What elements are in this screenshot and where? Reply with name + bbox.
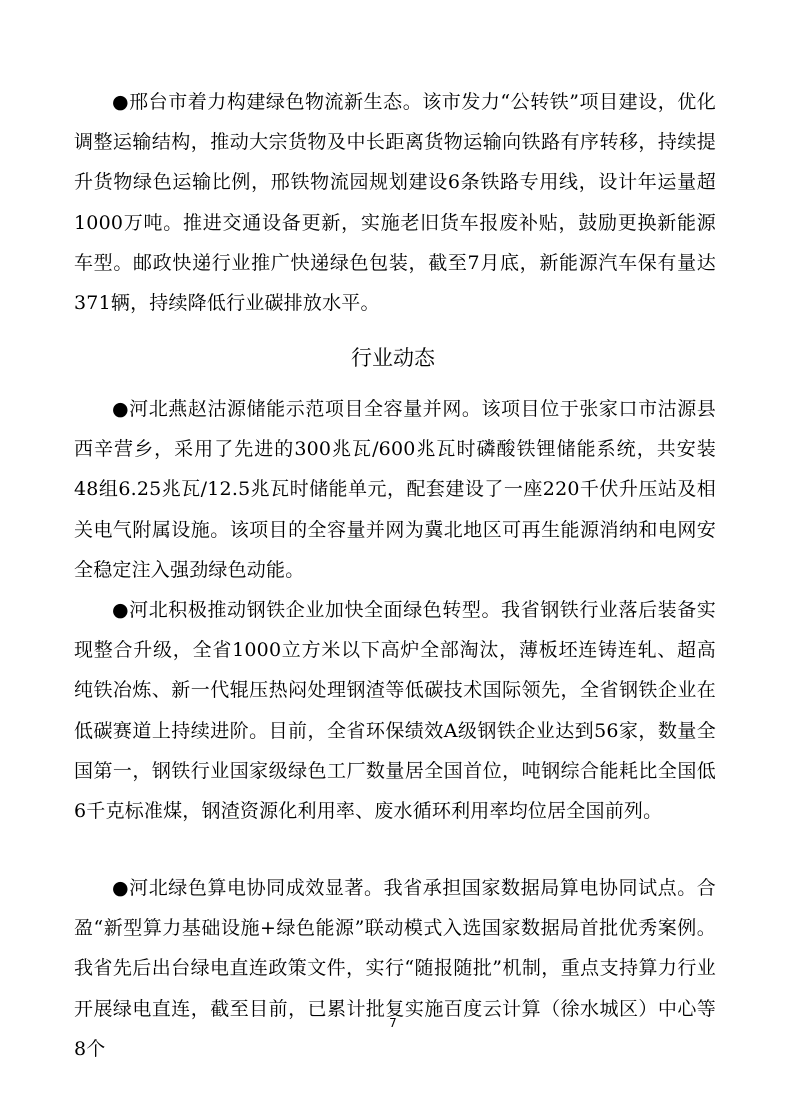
paragraph-computing-power-synergy: ●河北绿色算电协同成效显著。我省承担国家数据局算电协同试点。合盈“新型算力基础设施+绿色能源”联动模式入选国家数据局首批优秀案例。我省先后出台绿电直连政策文件，实行“随报随批”机制，重点支持算力行业开展绿电直连，截至目前，已累计批复实施百度云计算（徐水城区）中心等8个	[74, 877, 716, 1060]
paragraph-steel-green-transformation: ●河北积极推动钢铁企业加快全面绿色转型。我省钢铁行业落后装备实现整合升级，全省1000立方米以下高炉全部淘汰，薄板坯连铸连轧、超高纯铁冶炼、新一代辊压热闷处理钢渣等低碳技术国际领先，全省钢铁企业在低碳赛道上持续进阶。目前，全省环保绩效A级钢铁企业达到56家，数量全国第一，钢铁行业国家级绿色工厂数量居全国首位，吨钢综合能耗比全国低6千克标准煤，钢渣资源化利用率、废水循环利用率均位居全国前列。	[74, 599, 716, 823]
section-title-industry-news: 行业动态	[351, 346, 435, 370]
page-number: 7	[389, 1016, 397, 1030]
paragraph-xingtai-green-logistics: ●邢台市着力构建绿色物流新生态。该市发力“公转铁”项目建设，优化调整运输结构，推动大宗货物及中长距离货物运输向铁路有序转移，持续提升货物绿色运输比例，邢铁物流园规划建设6条铁路专用线，设计年运量超1000万吨。推进交通设备更新，实施老旧货车报废补贴，鼓励更换新能源车型。邮政快递行业推广快递绿色包装，截至7月底，新能源汽车保有量达371辆，持续降低行业碳排放水平。	[74, 91, 716, 315]
paragraph-guyuan-energy-storage: ●河北燕赵沽源储能示范项目全容量并网。该项目位于张家口市沽源县西辛营乡，采用了先进的300兆瓦/600兆瓦时磷酸铁锂储能系统，共安装48组6.25兆瓦/12.5兆瓦时储能单元，配套建设了一座220千伏升压站及相关电气附属设施。该项目的全容量并网为冀北地区可再生能源消纳和电网安全稳定注入强劲绿色动能。	[74, 398, 716, 581]
